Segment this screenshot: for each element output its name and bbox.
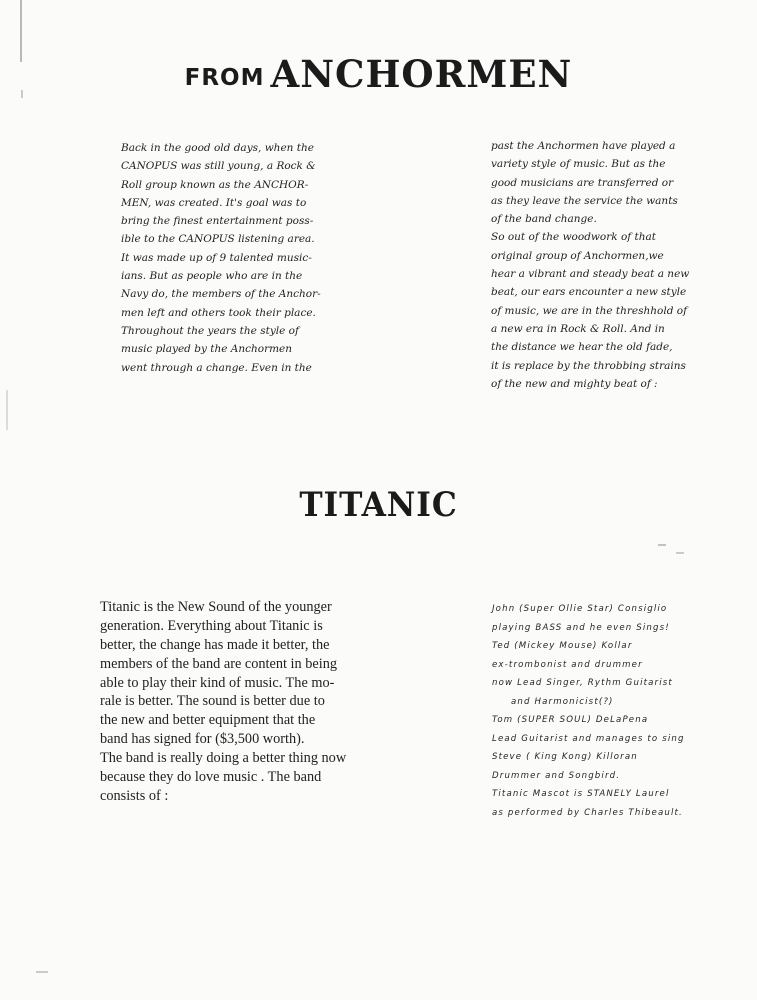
member-line: Lead Guitarist and manages to sing: [492, 733, 685, 744]
text-line: able to play their kind of music. The mo-: [100, 674, 335, 691]
heading-from: FROM: [184, 65, 265, 91]
text-line: consists of :: [100, 787, 169, 804]
member-line: ex-trombonist and drummer: [492, 659, 643, 670]
text-line: went through a change. Even in the: [121, 361, 312, 374]
member-line: Steve ( King Kong) Killoran: [492, 752, 638, 762]
member-line: Titanic Mascot is STANELY Laurel: [492, 789, 670, 799]
member-line: Ted (Mickey Mouse) Kollar: [492, 641, 633, 651]
titanic-heading: TITANIC: [299, 485, 458, 525]
text-line: ians. But as people who are in the: [121, 270, 303, 283]
text-line: CANOPUS was still young, a Rock &: [121, 160, 316, 173]
text-line: original group of Anchormen,we: [491, 249, 664, 262]
text-line: it is replace by the throbbing strains: [491, 359, 686, 372]
heading-anchormen: ANCHORMEN: [270, 52, 573, 96]
text-line: ible to the CANOPUS listening area.: [121, 233, 315, 246]
text-line: generation. Everything about Titanic is: [100, 617, 323, 634]
text-line: So out of the woodwork of that: [491, 231, 656, 244]
text-line: good musicians are transferred or: [491, 176, 674, 189]
text-line: of music, we are in the threshhold of: [491, 304, 688, 317]
text-line: members of the band are content in being: [100, 655, 338, 672]
text-line: hear a vibrant and steady beat a new: [491, 268, 690, 281]
text-line: It was made up of 9 talented music-: [121, 251, 312, 264]
member-line: John (Super Ollie Star) Consiglio: [492, 604, 668, 614]
text-line: of the new and mighty beat of :: [491, 377, 658, 390]
text-line: men left and others took their place.: [121, 306, 316, 319]
text-line: a new era in Rock & Roll. And in: [491, 322, 665, 335]
text-line: Titanic is the New Sound of the younger: [100, 599, 332, 615]
text-line: Back in the good old days, when the: [121, 142, 314, 154]
member-line: Tom (SUPER SOUL) DeLaPena: [492, 715, 649, 725]
text-line: better, the change has made it better, the: [100, 636, 330, 653]
text-line: past the Anchormen have played a: [491, 140, 676, 152]
text-line: the distance we hear the old fade,: [491, 341, 673, 354]
text-line: the new and better equipment that the: [100, 712, 316, 729]
text-line: Roll group known as the ANCHOR-: [121, 178, 309, 191]
member-line: Drummer and Songbird.: [492, 770, 621, 781]
member-line: playing BASS and he even Sings!: [492, 622, 670, 633]
text-line: Throughout the years the style of: [121, 324, 299, 337]
text-line: bring the finest entertainment poss-: [121, 215, 314, 228]
text-line: band has signed for ($3,500 worth).: [100, 731, 305, 748]
text-line: music played by the Anchormen: [121, 343, 293, 356]
text-line: because they do love music . The band: [100, 769, 322, 786]
text-line: The band is really doing a better thing now: [100, 750, 347, 767]
text-line: beat, our ears encounter a new style: [491, 286, 687, 299]
text-line: MEN, was created. It's goal was to: [121, 196, 307, 209]
text-line: variety style of music. But as the: [491, 158, 666, 171]
text-line: Navy do, the members of the Anchor-: [121, 288, 321, 301]
member-line: now Lead Singer, Rythm Guitarist: [492, 678, 673, 688]
text-line: of the band change.: [491, 213, 597, 226]
text-line: rale is better. The sound is better due to: [100, 693, 325, 710]
member-line: and Harmonicist(?): [511, 696, 614, 707]
text-line: as they leave the service the wants: [491, 194, 678, 207]
member-line: as performed by Charles Thibeault.: [492, 807, 683, 818]
